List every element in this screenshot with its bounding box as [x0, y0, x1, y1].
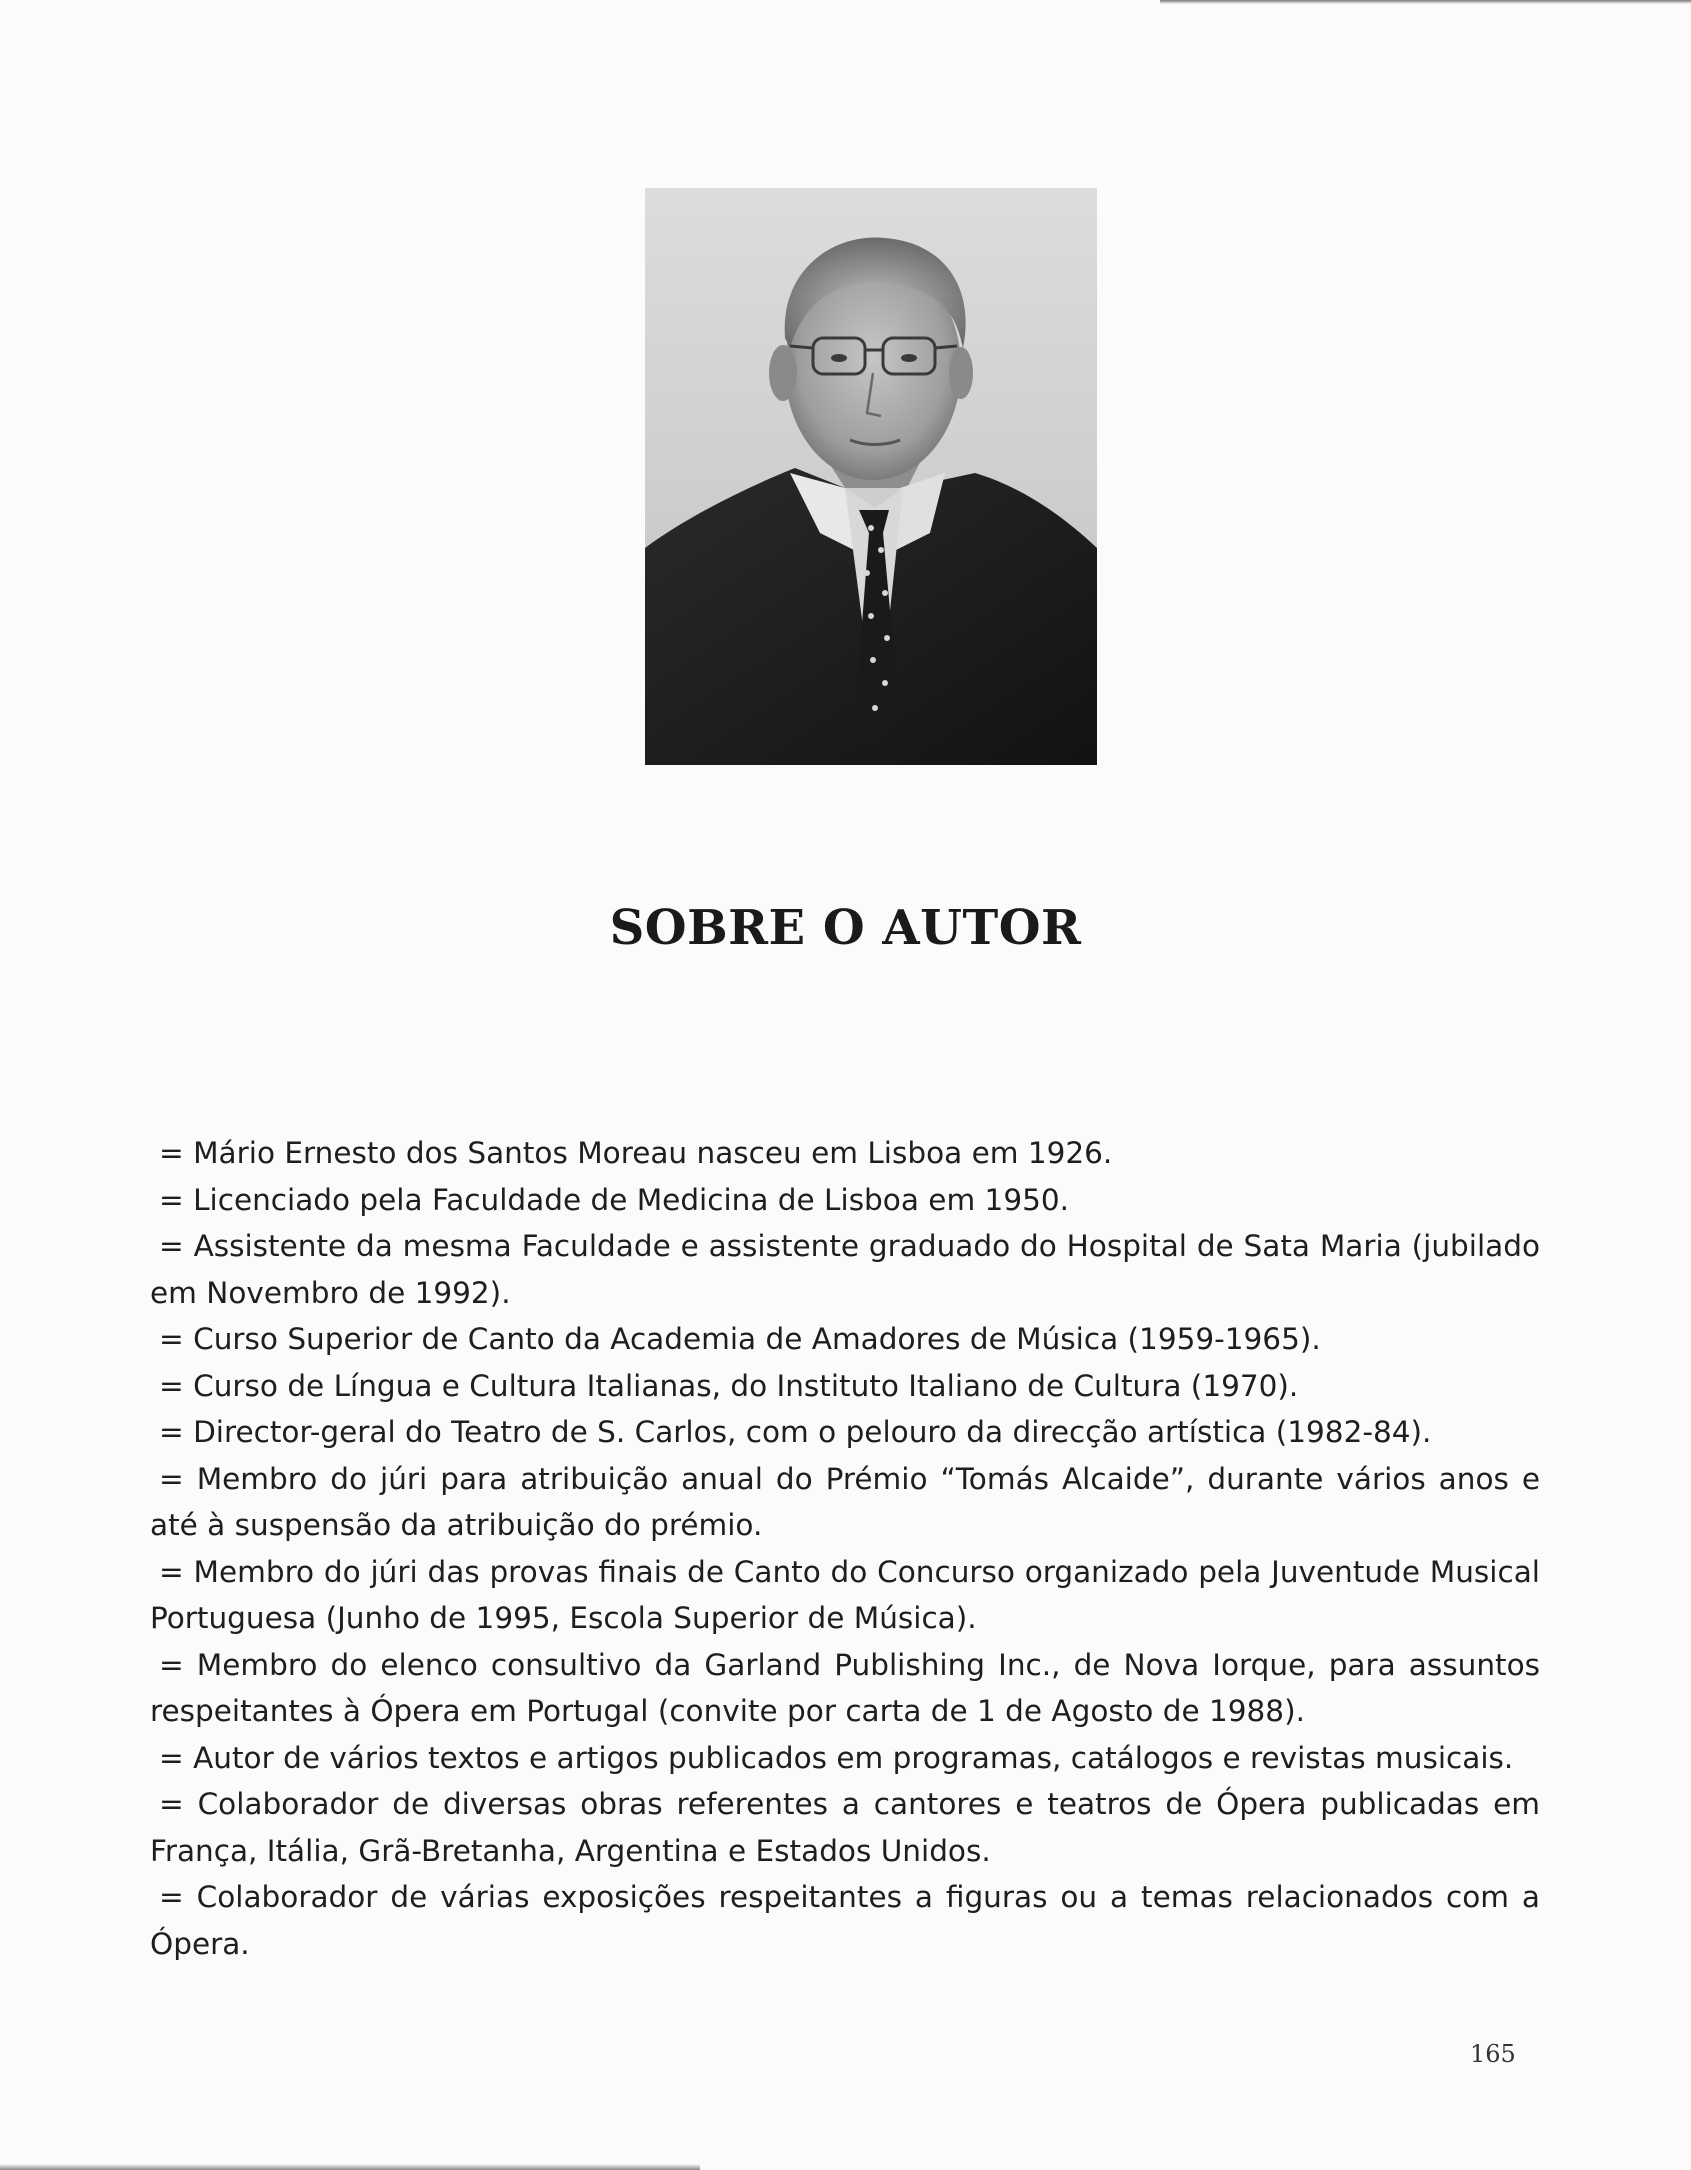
bio-item-assistant: = Assistente da mesma Faculdade e assistente graduado do Hospital de Sata Maria (jubilado em Novembro de 1992).: [150, 1229, 1540, 1310]
bio-item-author-texts: = Autor de vários textos e artigos publicados em programas, catálogos e revistas musicais.: [159, 1740, 1514, 1775]
scan-edge-top: [1160, 0, 1691, 4]
bio-item-collaborator-works: = Colaborador de diversas obras referentes a cantores e teatros de Ópera publicadas em França, Itália, Grã-Bretanha, Argentina e Estados Unidos.: [150, 1787, 1540, 1868]
author-portrait: [645, 188, 1097, 765]
bio-item-italian-course: = Curso de Língua e Cultura Italianas, do Instituto Italiano de Cultura (1970).: [159, 1368, 1299, 1403]
bio-item-jury-prize: = Membro do júri para atribuição anual do Prémio “Tomás Alcaide”, durante vários anos e até à suspensão da atribuição do prémio.: [150, 1461, 1540, 1542]
page-number: 165: [1470, 2040, 1516, 2068]
bio-item-birth: = Mário Ernesto dos Santos Moreau nasceu em Lisboa em 1926.: [159, 1136, 1113, 1170]
bio-item-degree: = Licenciado pela Faculdade de Medicina de Lisboa em 1950.: [159, 1182, 1070, 1217]
bio-item-collaborator-exhibitions: = Colaborador de várias exposições respeitantes a figuras ou a temas relacionados com a Ópera.: [150, 1880, 1540, 1961]
scan-edge-bottom: [0, 2164, 700, 2170]
bio-item-singing-course: = Curso Superior de Canto da Academia de Amadores de Música (1959-1965).: [159, 1322, 1321, 1356]
bio-list: [150, 1130, 1540, 1967]
page-title: SOBRE O AUTOR: [609, 900, 1082, 956]
bio-item-garland: = Membro do elenco consultivo da Garland Publishing Inc., de Nova Iorque, para assuntos respeitantes à Ópera em Portugal (convite por carta de 1 de Agosto de 1988).: [150, 1647, 1540, 1728]
bio-item-director: = Director-geral do Teatro de S. Carlos, com o pelouro da direcção artística (1982-84).: [159, 1415, 1432, 1449]
bio-item-jury-contest: = Membro do júri das provas finais de Canto do Concurso organizado pela Juventude Musical Portuguesa (Junho de 1995, Escola Superior de Música).: [150, 1554, 1540, 1635]
